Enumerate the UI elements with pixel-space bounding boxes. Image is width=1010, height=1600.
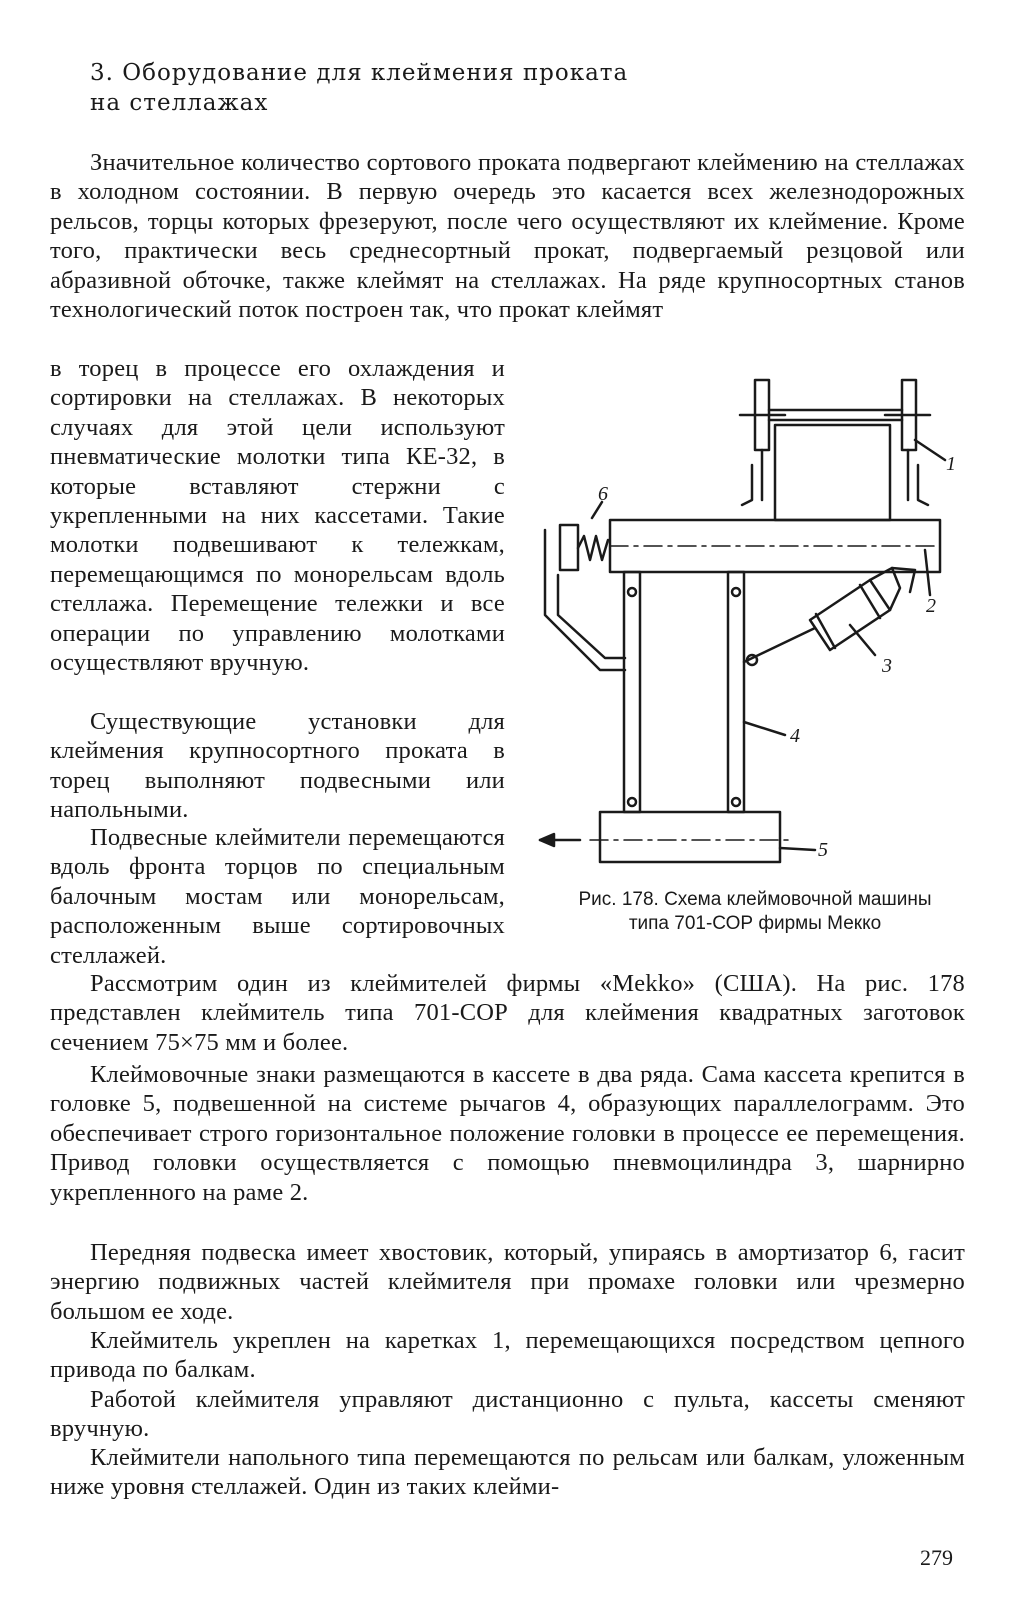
shock-absorber	[560, 525, 578, 570]
figure-label-1: 1	[946, 453, 956, 475]
paragraph-6: Передняя подвеска имеет хвостовик, который, упираясь в амортизатор 6, гасит энергию подвижных частей клеймителя при промахе головки или чрезмерно большом ее ходе.	[50, 1239, 965, 1325]
figure-caption-line-1: Рис. 178. Схема клеймовочной машины	[578, 889, 932, 910]
carriage-right	[885, 380, 930, 505]
paragraph-4: Рассмотрим один из клеймителей фирмы «Mekko» (США). На рис. 178 представлен клеймитель типа 701-СОР для клеймения квадратных заготовок сечением 75×75 мм и более.	[50, 970, 965, 1056]
figure-label-5: 5	[818, 839, 828, 861]
figure-178	[530, 370, 970, 890]
paragraph-1-narrow: в торец в процессе его охлаждения и сортировки на стеллажах. В некоторых случаях для этой цели используют пневматические молотки типа КЕ-32, в которые вставляют стержни с укрепленными на них кассетами. Такие молотки подвешивают к тележкам, перемещающимся по монорельсам вдоль стеллажа. Перемещение тележки и все операции по управлению молотками осуществляют вручную.	[50, 355, 505, 677]
figure-label-2: 2	[926, 595, 936, 617]
paragraph-2: Существующие установки для клеймения крупносортного проката в торец выполняют подвесными или напольными.	[50, 708, 505, 824]
paragraph-8: Работой клеймителя управляют дистанционно с пульта, кассеты сменяют вручную.	[50, 1386, 965, 1443]
page-number: 279	[920, 1545, 953, 1570]
lever-right	[728, 572, 744, 812]
paragraph-9: Клеймители напольного типа перемещаются по рельсам или балкам, уложенным ниже уровня стеллажей. Один из таких клейми-	[50, 1444, 965, 1501]
carriage-body	[775, 425, 890, 520]
paragraph-3: Подвесные клеймители перемещаются вдоль фронта торцов по специальным балочным мостам или монорельсам, расположенным выше сортировочных стеллажей.	[50, 824, 505, 969]
paragraph-5: Клеймовочные знаки размещаются в кассете в два ряда. Сама кассета крепится в головке 5, подвешенной на системе рычагов 4, образующих параллелограмм. Это обеспечивает строго горизонтальное положение головки в процессе ее перемещения. Привод головки осуществляется с помощью пневмоцилиндра 3, шарнирно укрепленного на раме 2.	[50, 1061, 965, 1206]
pneumatic-cylinder	[744, 568, 915, 665]
carriage-left	[740, 380, 785, 505]
lever-left	[624, 572, 640, 812]
figure-label-6: 6	[598, 483, 608, 505]
figure-caption-line-2: типа 701-СОР фирмы Мекко	[628, 913, 882, 934]
section-title-line-1: 3. Оборудование для клеймения проката	[90, 60, 629, 86]
stamping-machine-diagram	[530, 370, 970, 890]
paragraph-7: Клеймитель укреплен на каретках 1, перемещающихся посредством цепного привода по балкам.	[50, 1327, 965, 1384]
paragraph-1-full: Значительное количество сортового проката подвергают клеймению на стеллажах в холодном состоянии. В первую очередь это касается всех железнодорожных рельсов, торцы которых фрезеруют, после чего осуществляют их клеймение. Кроме того, практически весь среднесортный прокат, подвергаемый резцовой или абразивной обточке, также клеймят на стеллажах. На ряде крупносортных станов технологический поток построен так, что прокат клеймят	[50, 149, 965, 324]
section-title	[90, 58, 790, 118]
stamping-head	[600, 812, 780, 862]
section-title-line-2: на стеллажах	[90, 90, 269, 116]
figure-caption	[530, 888, 980, 936]
figure-label-4: 4	[790, 725, 800, 747]
figure-label-3: 3	[882, 655, 892, 677]
